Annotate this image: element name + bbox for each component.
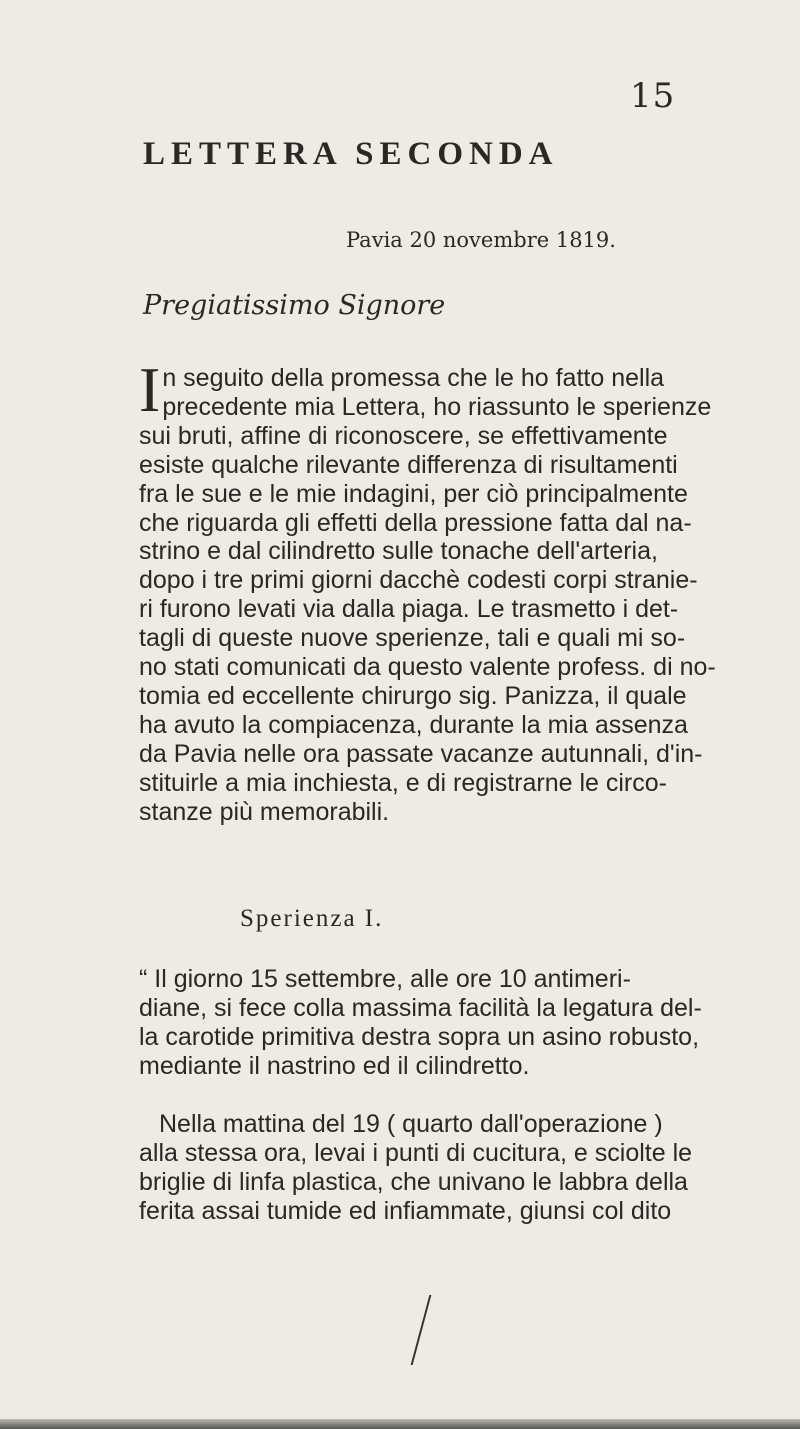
- text-line: esiste qualche rilevante differenza di risultamenti: [139, 450, 678, 479]
- letter-title: LETTERA SECONDA: [143, 136, 559, 172]
- text-line: Nella mattina del 19 ( quarto dall'operazione ): [159, 1110, 663, 1138]
- text-line: no stati comunicati da questo valente profess. di no-: [139, 653, 716, 682]
- paragraph-2: [139, 965, 702, 1081]
- text-line: stituirle a mia inchiesta, e di registrarne le circo-: [139, 768, 667, 797]
- drop-cap: I: [139, 354, 161, 425]
- text-line: tagli di queste nuove sperienze, tali e quali mi so-: [139, 624, 686, 653]
- dateline: Pavia 20 novembre 1819.: [346, 228, 616, 252]
- text-line: n seguito della promessa che le ho fatto nella: [162, 364, 665, 392]
- text-line: ferita assai tumide ed infiammate, giunsi col dito: [139, 1196, 672, 1225]
- salutation: Pregiatissimo Signore: [143, 290, 446, 321]
- text-line: ri furono levati via dalla piaga. Le trasmetto i det-: [139, 595, 679, 624]
- text-line: dopo i tre primi giorni dacchè codesti corpi stranie-: [139, 566, 698, 595]
- pen-mark: [411, 1295, 442, 1365]
- text-line: fra le sue e le mie indagini, per ciò principalmente: [139, 479, 688, 508]
- text-line: diane, si fece colla massima facilità la legatura del-: [139, 993, 702, 1022]
- section-heading: Sperienza I.: [240, 905, 384, 932]
- paragraph-1: [139, 354, 716, 827]
- paragraph-3: [139, 1110, 693, 1226]
- page-number: 15: [630, 76, 676, 116]
- text-line: precedente mia Lettera, ho riassunto le sperienze: [162, 392, 712, 421]
- text-line: sui bruti, affine di riconoscere, se effettivamente: [139, 421, 668, 450]
- text-line: la carotide primitiva destra sopra un asino robusto,: [139, 1022, 700, 1051]
- text-line: briglie di linfa plastica, che univano le labbra della: [139, 1167, 688, 1196]
- text-line: stanze più memorabili.: [139, 797, 390, 826]
- text-line: tomia ed eccellente chirurgo sig. Panizza, il quale: [139, 681, 687, 710]
- text-line: alla stessa ora, levai i punti di cucitura, e sciolte le: [139, 1138, 693, 1167]
- text-line: “ Il giorno 15 settembre, alle ore 10 antimeri-: [139, 965, 631, 993]
- text-line: da Pavia nelle ora passate vacanze autunnali, d'in-: [139, 739, 703, 768]
- text-line: mediante il nastrino ed il cilindretto.: [139, 1051, 530, 1080]
- text-line: che riguarda gli effetti della pressione fatta dal na-: [139, 508, 692, 537]
- page-edge: [0, 1419, 800, 1429]
- text-line: strino e dal cilindretto sulle tonache dell'arteria,: [139, 537, 658, 566]
- text-line: ha avuto la compiacenza, durante la mia assenza: [139, 710, 688, 739]
